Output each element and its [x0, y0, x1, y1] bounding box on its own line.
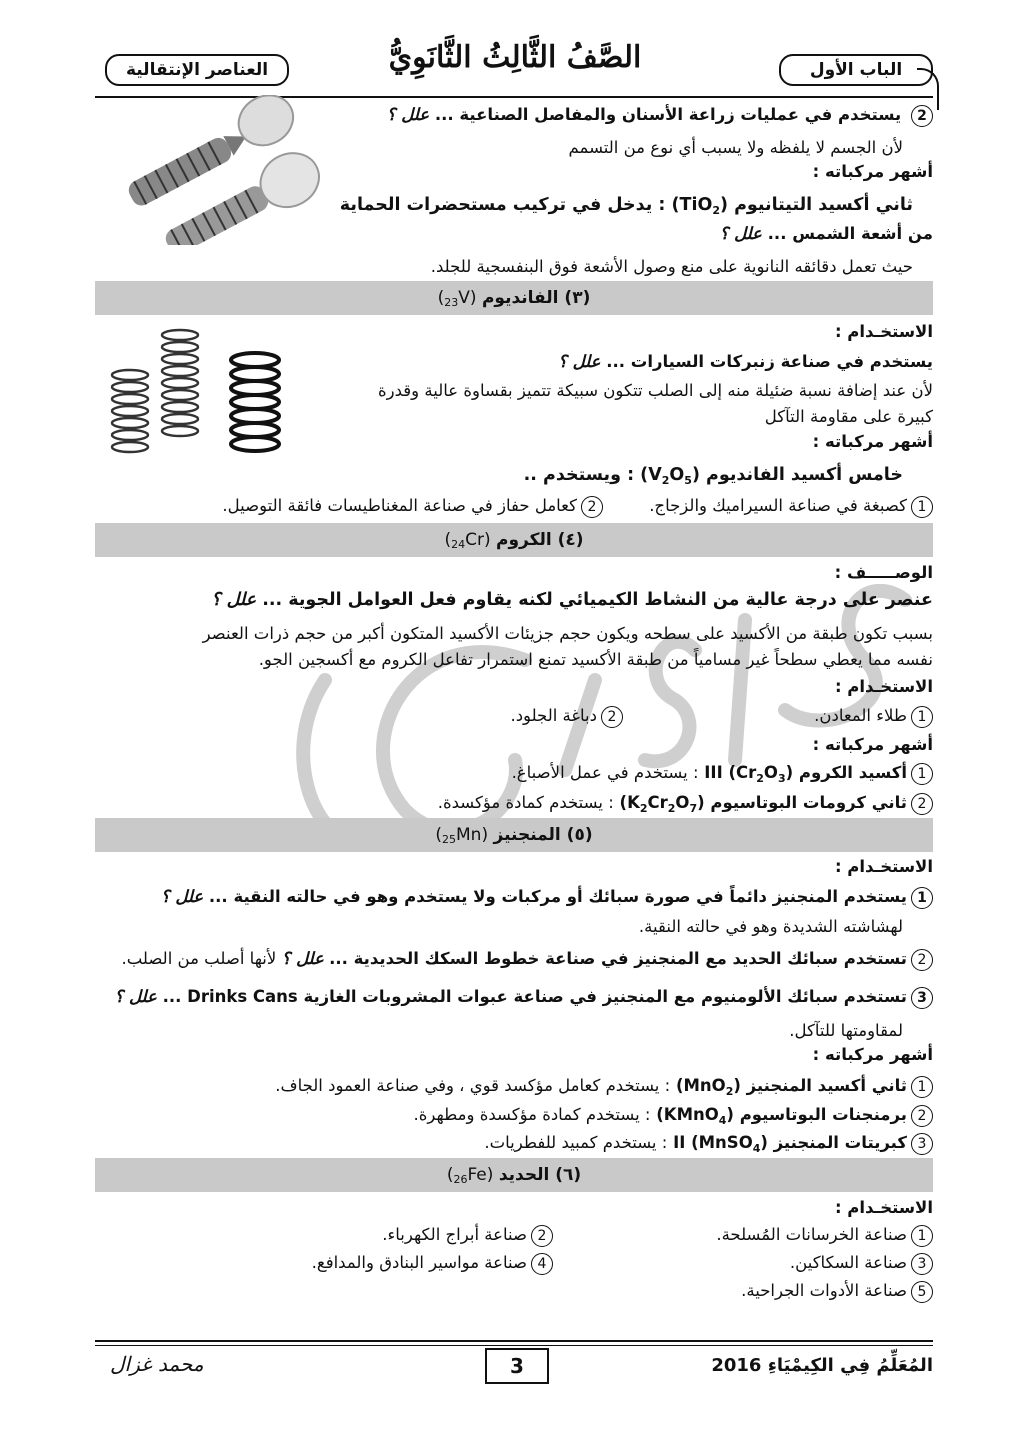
atomic-number: 26 — [453, 1173, 468, 1186]
atomic-number: 24 — [451, 538, 466, 551]
iron-use-5: 5صناعة الأدوات الجراحية. — [741, 1280, 933, 1303]
chromium-use-label: الاستخـدام : — [834, 677, 933, 696]
why-label: علل ؟ — [281, 949, 324, 968]
why-label: علل ؟ — [386, 105, 430, 124]
chromium-compound-1: 1أكسيد الكروم III $(Cr_2O_3)$ : يستخدم في عمل الأصباغ. — [512, 762, 933, 790]
chromium-desc-question — [211, 589, 933, 611]
section-title: (٣) الفانديوم — [481, 288, 591, 308]
iron-use-5-text: صناعة الأدوات الجراحية. — [741, 1281, 907, 1300]
springs-image — [100, 325, 290, 475]
why-label: علل ؟ — [114, 987, 157, 1006]
manganese-use-1-text: يستخدم المنجنيز دائماً في صورة سبائك أو مركبات ولا يستخدم وهو في حالته النقية ... — [208, 887, 907, 906]
section-bar-iron: (٦) الحديد $(_{26}Fe)$ — [95, 1158, 933, 1192]
iron-use-2: 2صناعة أبراج الكهرباء. — [382, 1224, 553, 1247]
v2o5-name: خامس أكسيد الفانديوم (V — [648, 465, 903, 485]
dental-implant-image — [120, 95, 340, 245]
chromium-use-1: 1طلاء المعادن. — [814, 705, 933, 728]
section-title: (٤) الكروم — [495, 530, 584, 550]
chromium-desc-question-text: عنصر على درجة عالية من النشاط الكيميائي لكنه يقاوم فعل العوامل الجوية ... — [262, 590, 933, 610]
tio2-reason: حيث تعمل دقائقه النانوية على منع وصول الأشعة فوق البنفسجية للجلد. — [430, 257, 913, 276]
titanium-compounds-label: أشهر مركباته : — [812, 162, 933, 181]
manganese-compound-2: 2برمنجنات البوتاسيوم (KMnO$_4$) : يستخدم كمادة مؤكسدة ومطهرة. — [414, 1104, 933, 1132]
iron-use-4-text: صناعة مواسير البنادق والمدافع. — [311, 1253, 527, 1272]
mnso4-use: : يستخدم كمبيد للفطريات. — [484, 1133, 668, 1152]
manganese-compound-1: 1ثاني أكسيد المنجنيز (MnO$_2$) : يستخدم كعامل مؤكسد قوي ، وفي صناعة العمود الجاف. — [275, 1075, 933, 1103]
mnso4-name: كبريتات المنجنيز II (MnSO — [673, 1133, 907, 1152]
page-number: 3 — [485, 1348, 549, 1384]
section-title: (٦) الحديد — [498, 1165, 582, 1185]
topic-tab: العناصر الإنتقالية — [105, 54, 289, 86]
v2o5-line: خامس أكسيد الفانديوم $(V_2O_5)$ : ويستخدم .. — [523, 465, 903, 487]
cr2o3-name: أكسيد الكروم III (Cr — [704, 763, 907, 782]
vanadium-reason-2: كبيرة على مقاومة التآكل — [764, 407, 933, 426]
page-title: الصَّفُ الثَّالِثُ الثَّانَوِيُّ — [388, 40, 642, 75]
why-label: علل ؟ — [211, 590, 257, 610]
titanium-use-2-reason: لأن الجسم لا يلفظه ولا يسبب أي نوع من التسمم — [568, 138, 903, 157]
manganese-use-3-text: تستخدم سبائك الألومنيوم مع المنجنيز في صناعة عبوات المشروبات الغازية Drinks Cans ... — [162, 987, 907, 1006]
author-signature: محمد غزال — [110, 1352, 204, 1376]
vanadium-reason-1: لأن عند إضافة نسبة ضئيلة منه إلى الصلب تتكون سبيكة تتميز بقساوة عالية وقدرة — [378, 381, 933, 400]
atomic-number: 23 — [444, 296, 459, 309]
mno2-name: ثاني أكسيد المنجنيز (MnO — [683, 1076, 907, 1095]
v2o5-o: O — [669, 465, 685, 485]
section-title: (٥) المنجنيز — [493, 825, 593, 845]
chromium-compounds-label: أشهر مركباته : — [812, 735, 933, 754]
chromium-desc-reason-2: نفسه مما يعطي سطحاً غير مسامياً من طبقة الأكسيد تمنع استمرار تفاعل الكروم مع أكسجين الجو. — [258, 650, 933, 669]
element-symbol: V — [458, 288, 470, 308]
chromium-compound-2: 2ثاني كرومات البوتاسيوم $(K_2Cr_2O_7)$ : يستخدم كمادة مؤكسدة. — [438, 792, 933, 820]
vanadium-use-label: الاستخـدام : — [834, 322, 933, 341]
chromium-desc-label: الوصـــــف : — [834, 563, 933, 582]
kmno4-use: : يستخدم كمادة مؤكسدة ومطهرة. — [413, 1105, 651, 1124]
vanadium-use-1 — [558, 351, 933, 373]
element-symbol: Cr — [465, 530, 484, 550]
page-header — [95, 40, 933, 95]
manganese-use-2: 2تستخدم سبائك الحديد مع المنجنيز في صناعة خطوط السكك الحديدية ... علل ؟ لأنها أصلب من الصلب. — [121, 948, 933, 971]
number-badge: 2 — [911, 105, 933, 127]
section-bar-manganese: (٥) المنجنيز $(_{25}Mn)$ — [95, 818, 933, 852]
manganese-compounds-label: أشهر مركباته : — [812, 1045, 933, 1064]
k2cr2o7-name: ثاني كرومات البوتاسيوم (K — [627, 793, 907, 812]
atomic-number: 25 — [442, 833, 456, 846]
chromium-desc-reason-1: بسبب تكون طبقة من الأكسيد على سطحه ويكون حجم جزيئات الأكسيد المتكون أكبر من حجم ذرات العنصر — [202, 624, 933, 643]
vanadium-use-1-text: يستخدم في صناعة زنبركات السيارات ... — [606, 352, 933, 371]
why-label: علل ؟ — [558, 352, 601, 371]
tio2-line-2-text: من أشعة الشمس ... — [767, 224, 933, 243]
manganese-use-1-reason: لهشاشته الشديدة وهو في حالته النقية. — [638, 917, 903, 936]
chromium-use-2-text: دباغة الجلود. — [510, 706, 597, 725]
mno2-use: : يستخدم كعامل مؤكسد قوي ، وفي صناعة العمود الجاف. — [275, 1076, 671, 1095]
chapter-tab: الباب الأول — [779, 54, 933, 86]
why-label: علل ؟ — [160, 887, 204, 906]
iron-use-4: 4صناعة مواسير البنادق والمدافع. — [312, 1252, 553, 1275]
chromium-use-1-text: طلاء المعادن. — [814, 706, 907, 725]
tio2-line: ثاني أكسيد التيتانيوم (TiO$_2$) : يدخل في تركيب مستحضرات الحماية — [339, 195, 913, 217]
manganese-use-1: 1يستخدم المنجنيز دائماً في صورة سبائك أو مركبات ولا يستخدم وهو في حالته النقية ... علل ؟ — [161, 886, 933, 909]
footer-divider-thin — [95, 1345, 933, 1346]
tio2-use: ) : يدخل في تركيب مستحضرات الحماية — [339, 195, 680, 215]
element-symbol: Fe — [467, 1165, 487, 1185]
why-label: علل ؟ — [719, 224, 762, 243]
kmno4-name: برمنجنات البوتاسيوم (KMnO — [663, 1105, 907, 1124]
v2o5-use-1: 1كصبغة في صناعة السيراميك والزجاج. — [649, 495, 933, 518]
section-bar-chromium: (٤) الكروم $(_{24}Cr)$ — [95, 523, 933, 557]
document-page — [95, 40, 933, 1410]
iron-use-label: الاستخـدام : — [834, 1198, 933, 1217]
element-symbol: Mn — [456, 825, 482, 845]
footer-divider — [95, 1340, 933, 1342]
k2cr2o7-use: : يستخدم كمادة مؤكسدة. — [437, 793, 614, 812]
iron-use-1: 1صناعة الخرسانات المُسلحة. — [716, 1224, 933, 1247]
iron-use-1-text: صناعة الخرسانات المُسلحة. — [716, 1225, 907, 1244]
vanadium-compounds-label: أشهر مركباته : — [812, 432, 933, 451]
manganese-use-2-reason: لأنها أصلب من الصلب. — [121, 949, 277, 968]
v2o5-use-2-text: كعامل حفاز في صناعة المغناطيسات فائقة التوصيل. — [222, 496, 577, 515]
manganese-use-3: 3تستخدم سبائك الألومنيوم مع المنجنيز في صناعة عبوات المشروبات الغازية Drinks Cans ... علل ؟ — [115, 986, 933, 1009]
cr2o3-use: : يستخدم في عمل الأصباغ. — [511, 763, 699, 782]
tio2-name: ثاني أكسيد التيتانيوم (TiO — [679, 195, 913, 215]
v2o5-use-1-text: كصبغة في صناعة السيراميك والزجاج. — [649, 496, 907, 515]
titanium-use-2-text: يستخدم في عمليات زراعة الأسنان والمفاصل الصناعية ... — [434, 105, 902, 124]
v2o5-use-2: 2كعامل حفاز في صناعة المغناطيسات فائقة التوصيل. — [222, 495, 603, 518]
section-bar-vanadium: (٣) الفانديوم $(_{23}V)$ — [95, 281, 933, 315]
chromium-use-2: 2دباغة الجلود. — [510, 705, 623, 728]
manganese-use-2-text: تستخدم سبائك الحديد مع المنجنيز في صناعة خطوط السكك الحديدية ... — [329, 949, 907, 968]
manganese-use-3-reason: لمقاومتها للتآكل. — [789, 1021, 903, 1040]
v2o5-tail: ) : ويستخدم .. — [523, 465, 649, 485]
iron-use-3: 3صناعة السكاكين. — [790, 1252, 933, 1275]
iron-use-2-text: صناعة أبراج الكهرباء. — [382, 1225, 527, 1244]
manganese-compound-3: 3كبريتات المنجنيز II (MnSO$_4$) : يستخدم كمبيد للفطريات. — [484, 1132, 933, 1160]
titanium-use-2 — [387, 104, 933, 127]
footer-series-title: المُعَلِّمُ فِي الكِيمْيَاءِ 2016 — [711, 1355, 933, 1376]
iron-use-3-text: صناعة السكاكين. — [789, 1253, 907, 1272]
manganese-use-label: الاستخـدام : — [834, 857, 933, 876]
tio2-line-2 — [720, 223, 933, 245]
